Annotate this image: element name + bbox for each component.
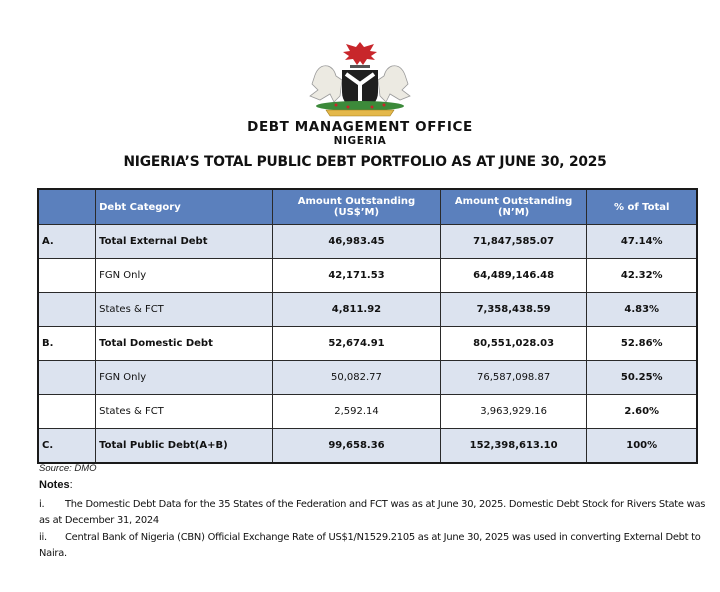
row-label: A. [38, 225, 96, 259]
table-row-total-public [38, 429, 697, 464]
org-name: DEBT MANAGEMENT OFFICE [247, 119, 473, 135]
debt-portfolio-table [37, 188, 698, 464]
row-label: C. [38, 429, 96, 464]
row-label: B. [38, 327, 96, 361]
row-category: Total Public Debt(A+B) [96, 429, 273, 464]
row-ngn: 64,489,146.48 [440, 259, 587, 293]
table-row-domestic-fgn [38, 361, 697, 395]
row-usd: 42,171.53 [273, 259, 441, 293]
ground-base [316, 101, 404, 111]
flower-dot [335, 104, 338, 107]
note-text: The Domestic Debt Data for the 35 States of the Federation and FCT was as at June 30, 2025. Domestic Debt Stock for Rivers State was as at December 31, 2024 [39, 499, 706, 526]
row-percent: 4.83% [587, 293, 697, 327]
row-ngn: 152,398,613.10 [440, 429, 587, 464]
table-row-external-fgn [38, 259, 697, 293]
row-percent: 100% [587, 429, 697, 464]
column-header-percent: % of Total [587, 189, 697, 225]
row-category: States & FCT [96, 395, 273, 429]
note-item [39, 530, 709, 562]
page-title: NIGERIA’S TOTAL PUBLIC DEBT PORTFOLIO AS AT JUNE 30, 2025 [123, 154, 607, 170]
row-ngn: 3,963,929.16 [440, 395, 587, 429]
wreath-bar [350, 65, 370, 68]
row-usd: 52,674.91 [273, 327, 441, 361]
row-label [38, 259, 96, 293]
org-country: NIGERIA [333, 135, 387, 147]
row-ngn: 71,847,585.07 [440, 225, 587, 259]
coat-of-arms-icon [296, 38, 424, 118]
row-label [38, 395, 96, 429]
table-row-domestic-states [38, 395, 697, 429]
table-row-total-external [38, 225, 697, 259]
row-usd: 4,811.92 [273, 293, 441, 327]
flower-dot [347, 106, 350, 109]
row-usd: 46,983.45 [273, 225, 441, 259]
row-percent: 47.14% [587, 225, 697, 259]
row-percent: 42.32% [587, 259, 697, 293]
row-percent: 2.60% [587, 395, 697, 429]
note-number: i. [39, 499, 45, 510]
row-category: FGN Only [96, 259, 273, 293]
row-category: States & FCT [96, 293, 273, 327]
note-item [39, 497, 709, 529]
table-row-external-states [38, 293, 697, 327]
coat-of-arms-emblem [296, 38, 424, 118]
eagle-shape [343, 42, 377, 65]
row-category: Total External Debt [96, 225, 273, 259]
notes-heading-colon: : [69, 479, 73, 491]
table-row-total-domestic [38, 327, 697, 361]
row-usd: 50,082.77 [273, 361, 441, 395]
left-horse-shape [310, 66, 342, 102]
row-ngn: 7,358,438.59 [440, 293, 587, 327]
flower-dot [371, 106, 374, 109]
column-header-usd: Amount Outstanding (US$’M) [273, 189, 441, 225]
row-usd: 2,592.14 [273, 395, 441, 429]
source-note: Source: DMO [39, 463, 97, 474]
motto-ribbon [326, 110, 394, 116]
right-horse-shape [378, 66, 410, 102]
row-category: Total Domestic Debt [96, 327, 273, 361]
note-text: Central Bank of Nigeria (CBN) Official Exchange Rate of US$1/N1529.2105 as at June 30, 2025 was used in converting External Debt to Naira. [39, 532, 701, 559]
flower-dot [383, 104, 386, 107]
row-usd: 99,658.36 [273, 429, 441, 464]
row-percent: 52.86% [587, 327, 697, 361]
row-ngn: 80,551,028.03 [440, 327, 587, 361]
notes-heading [39, 479, 73, 491]
row-label [38, 361, 96, 395]
column-header-label [38, 189, 96, 225]
note-number: ii. [39, 532, 47, 543]
column-header-ngn: Amount Outstanding (N’M) [440, 189, 587, 225]
table-header-row [38, 189, 697, 225]
row-label [38, 293, 96, 327]
column-header-category: Debt Category [96, 189, 273, 225]
row-category: FGN Only [96, 361, 273, 395]
notes-heading-text: Notes [39, 479, 70, 491]
row-percent: 50.25% [587, 361, 697, 395]
row-ngn: 76,587,098.87 [440, 361, 587, 395]
